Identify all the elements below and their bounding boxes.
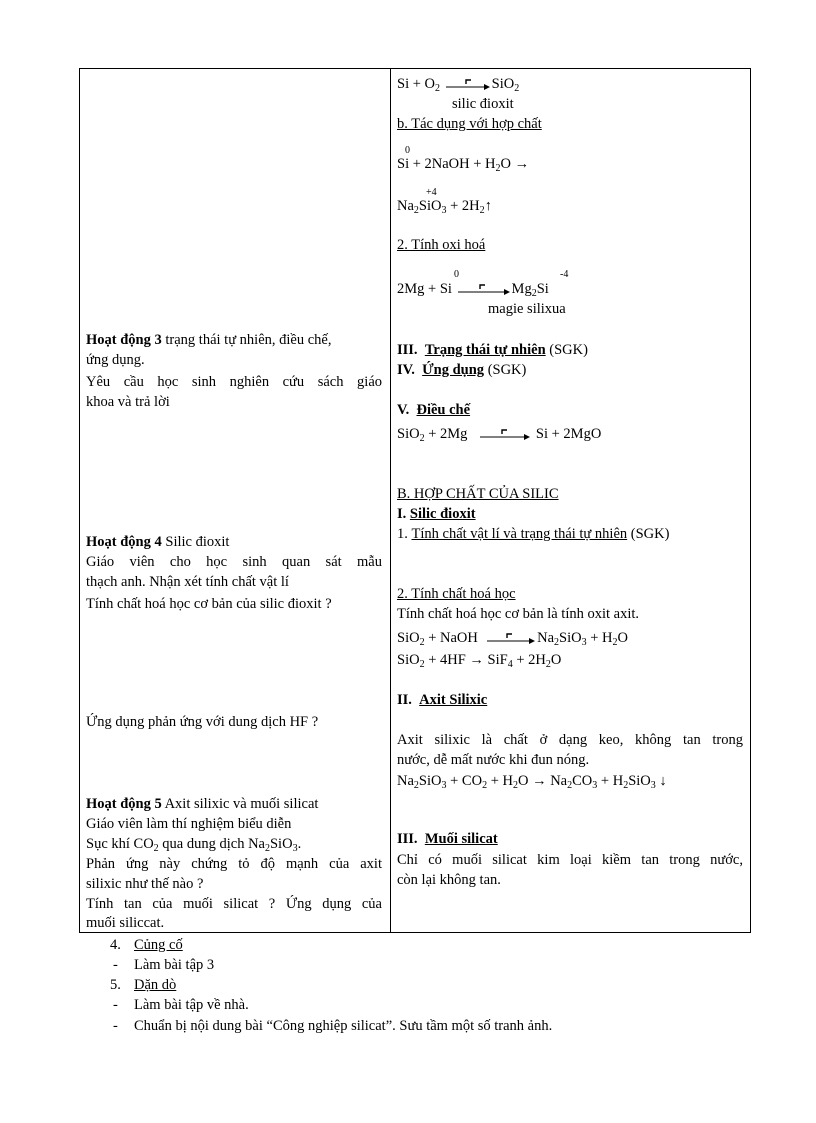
I-num: I. (397, 506, 407, 522)
hd3-line2: ứng dụng. (86, 352, 145, 368)
hd5-l2a: Sục khí CO (86, 836, 154, 852)
eq4-rhs2: Si (536, 281, 549, 297)
III2-l2: còn lại không tan. (397, 872, 501, 888)
eq3-c: + 2H (446, 198, 480, 214)
iii-heading (397, 340, 588, 360)
eq4-lhs: 2Mg + Si (397, 281, 452, 297)
eq-na2sio3-co2 (397, 771, 667, 791)
eq1-name: silic đioxit (452, 96, 514, 112)
b-title: b. Tác dụng với hợp chất (397, 116, 542, 132)
hd5-l5: Tính tan của muối silicat ? Ứng dụng của (86, 896, 382, 912)
eq8-h: SiO (628, 773, 651, 789)
hd3-title: Hoạt động 3 (86, 332, 162, 348)
hd5-l6: muối siliccat. (86, 915, 165, 931)
oxidation-state: +4 (426, 187, 437, 198)
sub: 2 (482, 780, 488, 791)
eq6-e: + H (586, 630, 613, 646)
eq6-c: Na (537, 630, 555, 646)
eq6-b: + NaOH (424, 630, 478, 646)
hd4-text: Silic đioxit (161, 534, 230, 550)
sub: 2 (419, 659, 425, 670)
hd5-l2d: . (297, 836, 302, 852)
I2-title: 2. Tính chất hoá học (397, 586, 516, 602)
eq5-lhs2: + 2Mg (424, 426, 468, 442)
eq4-name: magie silixua (488, 301, 566, 317)
I1-title: Tính chất vật lí và trạng thái tự nhiên (411, 526, 628, 542)
eq7-a: SiO (397, 652, 420, 668)
II-num: II. (397, 692, 412, 708)
I2-text: Tính chất hoá học cơ bản là tính oxit axit. (397, 606, 640, 622)
eq-sio2-mg (397, 424, 601, 444)
eq8-f: CO (572, 773, 593, 789)
eq8-i: ↓ (655, 773, 667, 789)
hd5-l2b: qua dung dịch Na (158, 836, 265, 852)
sub: 4 (507, 659, 513, 670)
sub: 2 (495, 163, 501, 174)
eq3-d: ↑ (484, 198, 492, 214)
heat-arrow-icon (478, 428, 532, 442)
hd5-l1: Giáo viên làm thí nghiệm biểu diễn (86, 816, 292, 832)
eq7-d: O (550, 652, 562, 668)
eq8-a: Na (397, 773, 414, 789)
eq6-f: O (617, 630, 628, 646)
eq5-lhs: SiO (397, 426, 420, 442)
hd3-req2: khoa và trả lời (86, 394, 170, 410)
sub: 3 (592, 780, 598, 791)
eq1-rhs: SiO (491, 76, 515, 92)
hd4-l3: Tính chất hoá học cơ bản của silic đioxit ? (86, 596, 332, 612)
eq-si-o2 (397, 74, 519, 94)
sub: 2 (554, 637, 560, 648)
eq7-c: + 2H (512, 652, 546, 668)
item4-num: 4. (110, 937, 121, 953)
I1-num: 1. (397, 526, 408, 542)
sub: 2 (512, 780, 518, 791)
item5-num: 5. (110, 977, 121, 993)
hf-question: Ứng dụng phản ứng với dung dịch HF ? (86, 714, 319, 730)
hd3-text: trạng thái tự nhiên, điều chế, (161, 332, 332, 348)
eq-mg-si (397, 279, 549, 299)
hd4-l2: thạch anh. Nhận xét tính chất vật lí (86, 574, 289, 590)
eq2-end: O → (500, 156, 530, 172)
sub: 2 (435, 83, 440, 94)
bullet-dash: - (113, 1018, 118, 1034)
oxi-heading (397, 235, 485, 255)
eq-sio2-naoh (397, 628, 628, 648)
sub: 2 (623, 780, 629, 791)
hd5-l3: Phản ứng này chứng tỏ độ mạnh của axit (86, 856, 382, 872)
eq3-b: SiO (418, 198, 442, 214)
oxidation-state: 0 (454, 269, 459, 280)
eq8-g: + H (597, 773, 624, 789)
sub: 2 (419, 433, 425, 444)
item5-b1: Làm bài tập về nhà. (134, 997, 249, 1013)
eq-si-naoh (397, 154, 529, 174)
sub: 3 (292, 843, 298, 854)
sub: 2 (545, 659, 551, 670)
sub: 2 (479, 205, 485, 216)
I2-heading (397, 584, 516, 604)
II-heading (397, 690, 487, 710)
II-title: Axit Silixic (419, 692, 488, 708)
hd5-l2c: SiO (269, 836, 293, 852)
b-heading (397, 114, 542, 134)
eq8-e: O → Na (517, 773, 568, 789)
II-l1: Axit silixic là chất ở dạng keo, không tan trong (397, 732, 743, 748)
I1-heading (397, 524, 669, 544)
hd5-line (86, 794, 318, 814)
hd3-req1: Yêu cầu học sinh nghiên cứu sách giáo (86, 374, 382, 390)
sub: 2 (413, 205, 419, 216)
III2-num: III. (397, 831, 418, 847)
sub: 2 (531, 288, 537, 299)
III2-title: Muối silicat (424, 831, 498, 847)
hd5-l2 (86, 834, 301, 854)
III2-heading (397, 829, 498, 849)
hd5-title: Hoạt động 5 (86, 796, 162, 812)
sub: 3 (441, 205, 447, 216)
hd5-text: Axit silixic và muối silicat (161, 796, 319, 812)
v-num: V. (397, 402, 410, 418)
v-heading (397, 400, 470, 420)
hd5-l4: silixic như thế nào ? (86, 876, 204, 892)
eq-sio2-hf (397, 650, 561, 670)
oxidation-state: -4 (560, 269, 569, 280)
B-heading (397, 484, 559, 504)
eq7-b: + 4HF → SiF (424, 652, 508, 668)
iii-title: Trạng thái tự nhiên (424, 342, 546, 358)
I-heading (397, 504, 476, 524)
bullet-dash: - (113, 997, 118, 1013)
iv-heading (397, 360, 526, 380)
hd4-title: Hoạt động 4 (86, 534, 162, 550)
heat-arrow-icon (456, 283, 512, 297)
III2-l1: Chỉ có muối silicat kim loại kiềm tan trong nước, (397, 852, 743, 868)
hd4-l1: Giáo viên cho học sinh quan sát mẫu (86, 554, 382, 570)
sub: 2 (567, 780, 573, 791)
eq8-d: + H (487, 773, 513, 789)
heat-arrow-icon (444, 78, 492, 92)
eq3-a: Na (397, 198, 414, 214)
iv-title: Ứng dụng (422, 362, 485, 378)
eq2: Si + 2NaOH + H (397, 156, 496, 172)
sgk: (SGK) (627, 526, 670, 542)
eq6-d: SiO (559, 630, 582, 646)
sub: 2 (153, 843, 159, 854)
v-title: Điều chế (416, 402, 471, 418)
sub: 2 (514, 83, 520, 94)
eq8-c: + CO (446, 773, 483, 789)
item5-title: Dặn dò (134, 977, 177, 993)
sub: 3 (441, 780, 447, 791)
eq4-rhs: Mg (511, 281, 532, 297)
I-title: Silic đioxit (409, 506, 476, 522)
item4-title: Củng cố (134, 937, 183, 953)
II-l2: nước, dễ mất nước khi đun nóng. (397, 752, 590, 768)
hd4-line (86, 532, 229, 552)
eq1-lhs: Si + O (397, 76, 435, 92)
sub: 2 (419, 637, 425, 648)
sub: 3 (581, 637, 587, 648)
B-title: B. HỢP CHẤT CỦA SILIC (397, 486, 559, 502)
sub: 2 (612, 637, 618, 648)
heat-arrow-icon (485, 632, 537, 646)
sub: 2 (413, 780, 419, 791)
iv-num: IV. (397, 362, 415, 378)
item5-b2: Chuẩn bị nội dung bài “Công nghiệp silicat”. Sưu tầm một số tranh ảnh. (134, 1018, 553, 1034)
eq6-a: SiO (397, 630, 420, 646)
eq5-rhs: Si + 2MgO (535, 426, 602, 442)
oxi-title: 2. Tính oxi hoá (397, 237, 486, 253)
iii-num: III. (397, 342, 418, 358)
eq8-b: SiO (418, 773, 442, 789)
table-column-divider (390, 68, 391, 933)
item4-b1: Làm bài tập 3 (134, 957, 215, 973)
sub: 2 (264, 843, 270, 854)
oxidation-state: 0 (405, 145, 410, 156)
sgk: (SGK) (484, 362, 527, 378)
eq-na2sio3 (397, 196, 492, 216)
hd3-line1 (86, 330, 331, 350)
bullet-dash: - (113, 957, 118, 973)
sgk: (SGK) (545, 342, 588, 358)
sub: 3 (650, 780, 656, 791)
